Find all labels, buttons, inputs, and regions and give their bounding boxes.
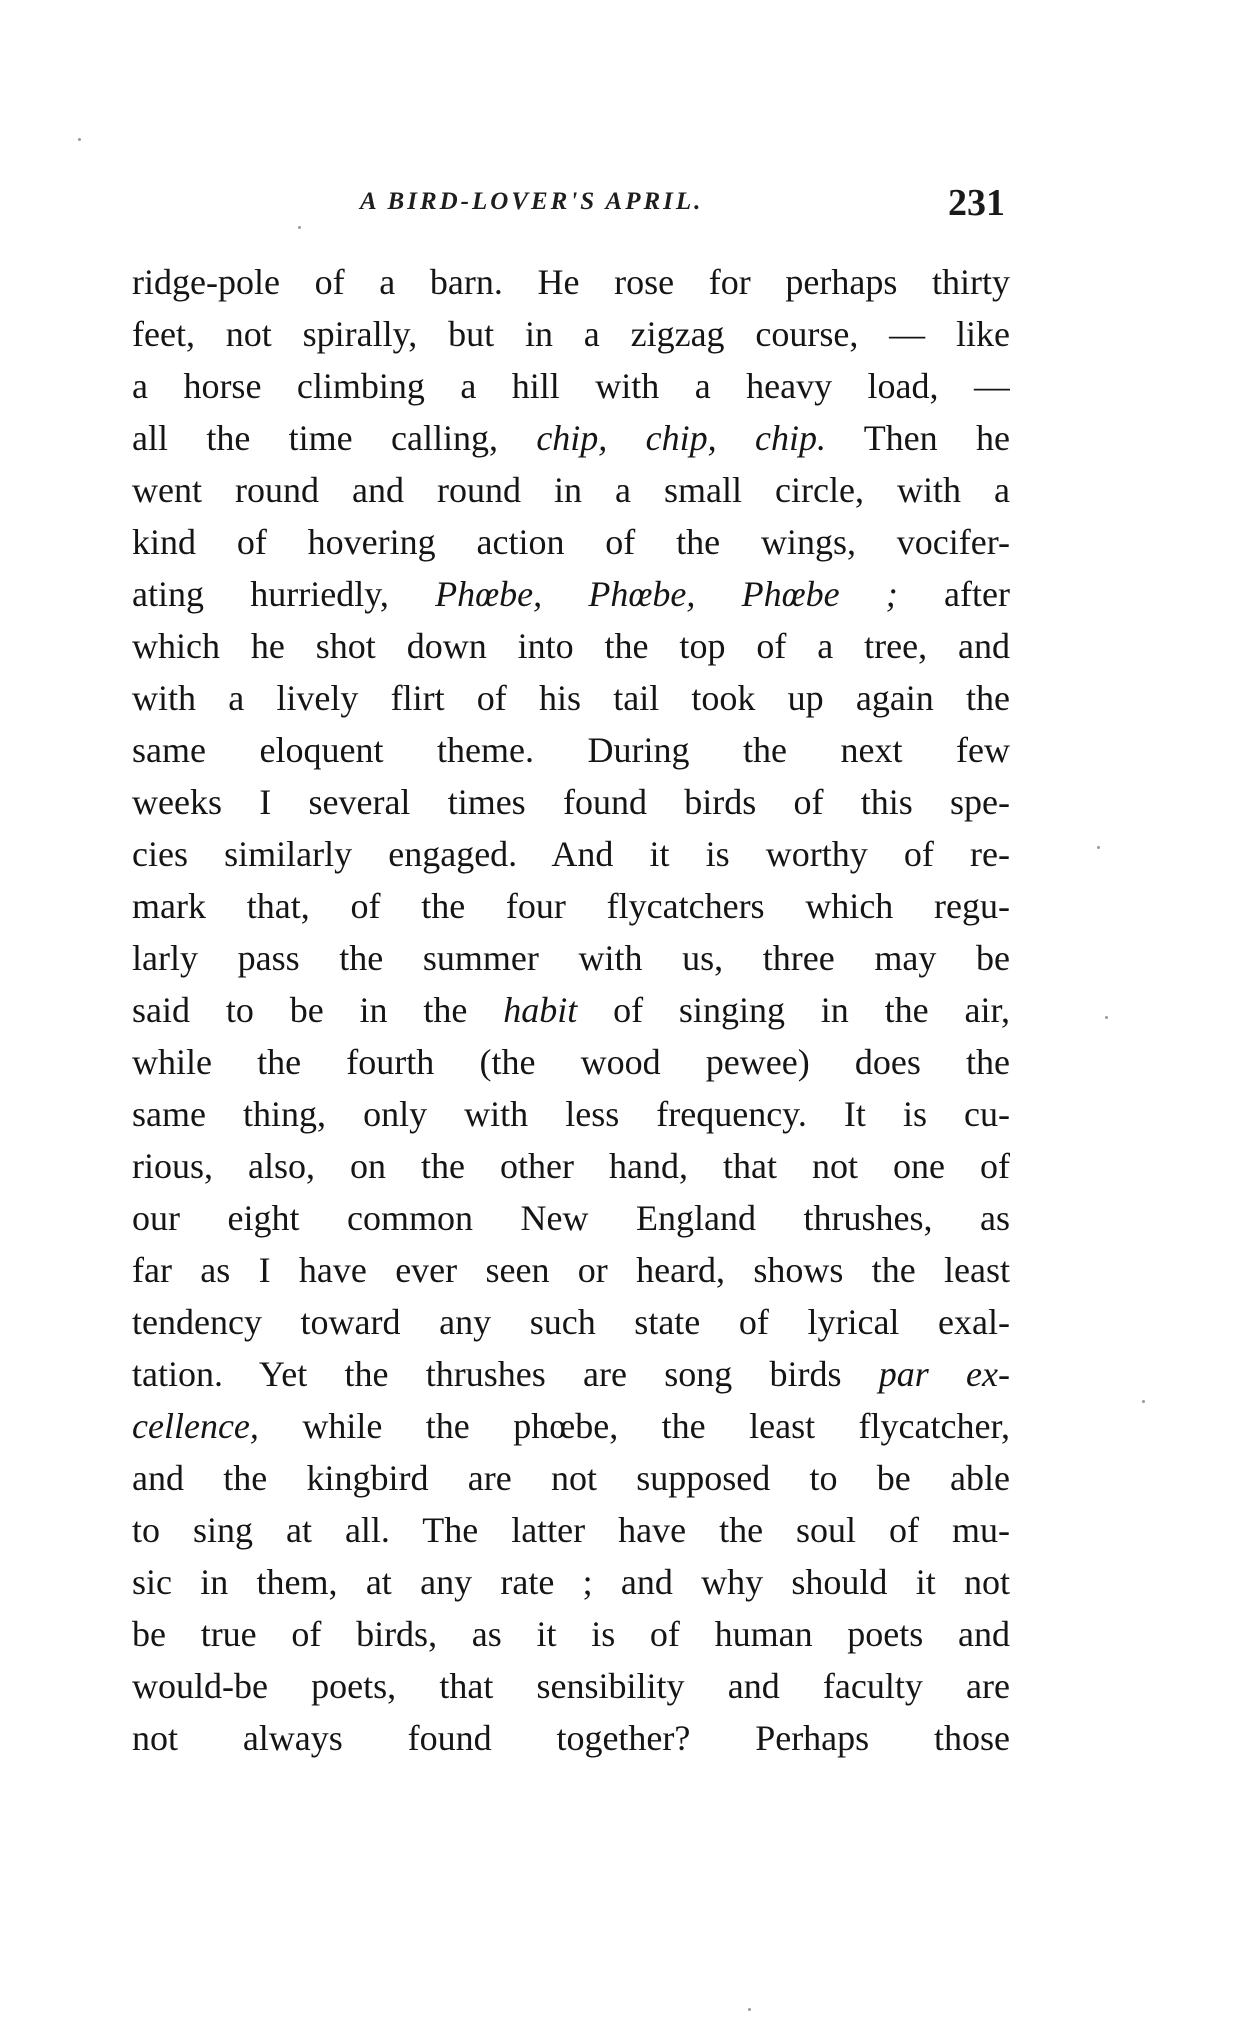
text-run: after <box>897 574 1010 614</box>
running-title: A BIRD-LOVER'S APRIL. <box>360 188 704 215</box>
scan-speck <box>1142 1400 1145 1403</box>
text-line <box>132 360 1010 412</box>
italic-text: Phœbe, Phœbe, Phœbe ; <box>435 574 898 614</box>
text-run: same eloquent theme. During the next few <box>132 730 1010 770</box>
text-run: which he shot down into the top of a tree, and <box>132 626 1010 666</box>
text-run: same thing, only with less frequency. It is cu- <box>132 1094 1010 1134</box>
scan-speck <box>78 138 81 141</box>
text-run: sic in them, at any rate ; and why should it not <box>132 1562 1010 1602</box>
text-line <box>132 1556 1010 1608</box>
text-line <box>132 880 1010 932</box>
text-run: mark that, of the four flycatchers which regu- <box>132 886 1010 926</box>
text-run: of singing in the air, <box>577 990 1010 1030</box>
text-line <box>132 1452 1010 1504</box>
text-run: said to be in the <box>132 990 504 1030</box>
text-run: be true of birds, as it is of human poets and <box>132 1614 1010 1654</box>
text-run: not always found together? Perhaps those <box>132 1718 1010 1758</box>
text-line <box>132 1348 1010 1400</box>
text-run: a horse climbing a hill with a heavy load, — <box>132 366 1010 406</box>
text-run: while the phœbe, the least flycatcher, <box>258 1406 1010 1446</box>
text-line <box>132 1660 1010 1712</box>
text-line <box>132 1296 1010 1348</box>
text-line <box>132 1088 1010 1140</box>
text-line <box>132 568 1010 620</box>
text-line <box>132 256 1010 308</box>
italic-text: cellence, <box>132 1406 259 1446</box>
text-run: tendency toward any such state of lyrical exal- <box>132 1302 1010 1342</box>
text-run: cies similarly engaged. And it is worthy of re- <box>132 834 1010 874</box>
text-line <box>132 308 1010 360</box>
text-line <box>132 1504 1010 1556</box>
text-line <box>132 932 1010 984</box>
text-line <box>132 412 1010 464</box>
text-line <box>132 1244 1010 1296</box>
text-run: with a lively flirt of his tail took up again the <box>132 678 1010 718</box>
scan-speck <box>1105 1016 1108 1019</box>
scan-speck <box>298 226 301 229</box>
text-run: ridge-pole of a barn. He rose for perhaps thirty <box>132 262 1010 302</box>
scan-speck <box>1097 846 1100 849</box>
page-number: 231 <box>948 182 1005 224</box>
text-run: feet, not spirally, but in a zigzag course, — like <box>132 314 1010 354</box>
text-run: to sing at all. The latter have the soul of mu- <box>132 1510 1010 1550</box>
text-run: all the time calling, <box>132 418 537 458</box>
text-run: our eight common New England thrushes, as <box>132 1198 1010 1238</box>
text-line <box>132 516 1010 568</box>
italic-text: habit <box>503 990 578 1030</box>
text-run: tation. Yet the thrushes are song birds <box>132 1354 879 1394</box>
text-run: Then he <box>825 418 1010 458</box>
text-run: ating hurriedly, <box>132 574 436 614</box>
text-line <box>132 1140 1010 1192</box>
text-line <box>132 1192 1010 1244</box>
text-run: would-be poets, that sensibility and faculty are <box>132 1666 1010 1706</box>
text-line <box>132 724 1010 776</box>
text-run: far as I have ever seen or heard, shows the least <box>132 1250 1010 1290</box>
text-line <box>132 776 1010 828</box>
text-line <box>132 984 1010 1036</box>
italic-text: par ex- <box>878 1354 1010 1394</box>
text-run: rious, also, on the other hand, that not one of <box>132 1146 1010 1186</box>
text-run: and the kingbird are not supposed to be able <box>132 1458 1010 1498</box>
text-run: while the fourth (the wood pewee) does the <box>132 1042 1010 1082</box>
text-line <box>132 620 1010 672</box>
text-line <box>132 1036 1010 1088</box>
body-text <box>132 256 1010 1764</box>
text-line <box>132 464 1010 516</box>
italic-text: chip, chip, chip. <box>536 418 826 458</box>
text-run: went round and round in a small circle, with a <box>132 470 1010 510</box>
text-run: kind of hovering action of the wings, vocifer- <box>132 522 1010 562</box>
text-line <box>132 1608 1010 1660</box>
text-line <box>132 1712 1010 1764</box>
text-line <box>132 828 1010 880</box>
scan-speck <box>748 2008 751 2011</box>
text-line <box>132 1400 1010 1452</box>
text-run: larly pass the summer with us, three may be <box>132 938 1010 978</box>
text-line <box>132 672 1010 724</box>
text-run: weeks I several times found birds of this spe- <box>132 782 1010 822</box>
